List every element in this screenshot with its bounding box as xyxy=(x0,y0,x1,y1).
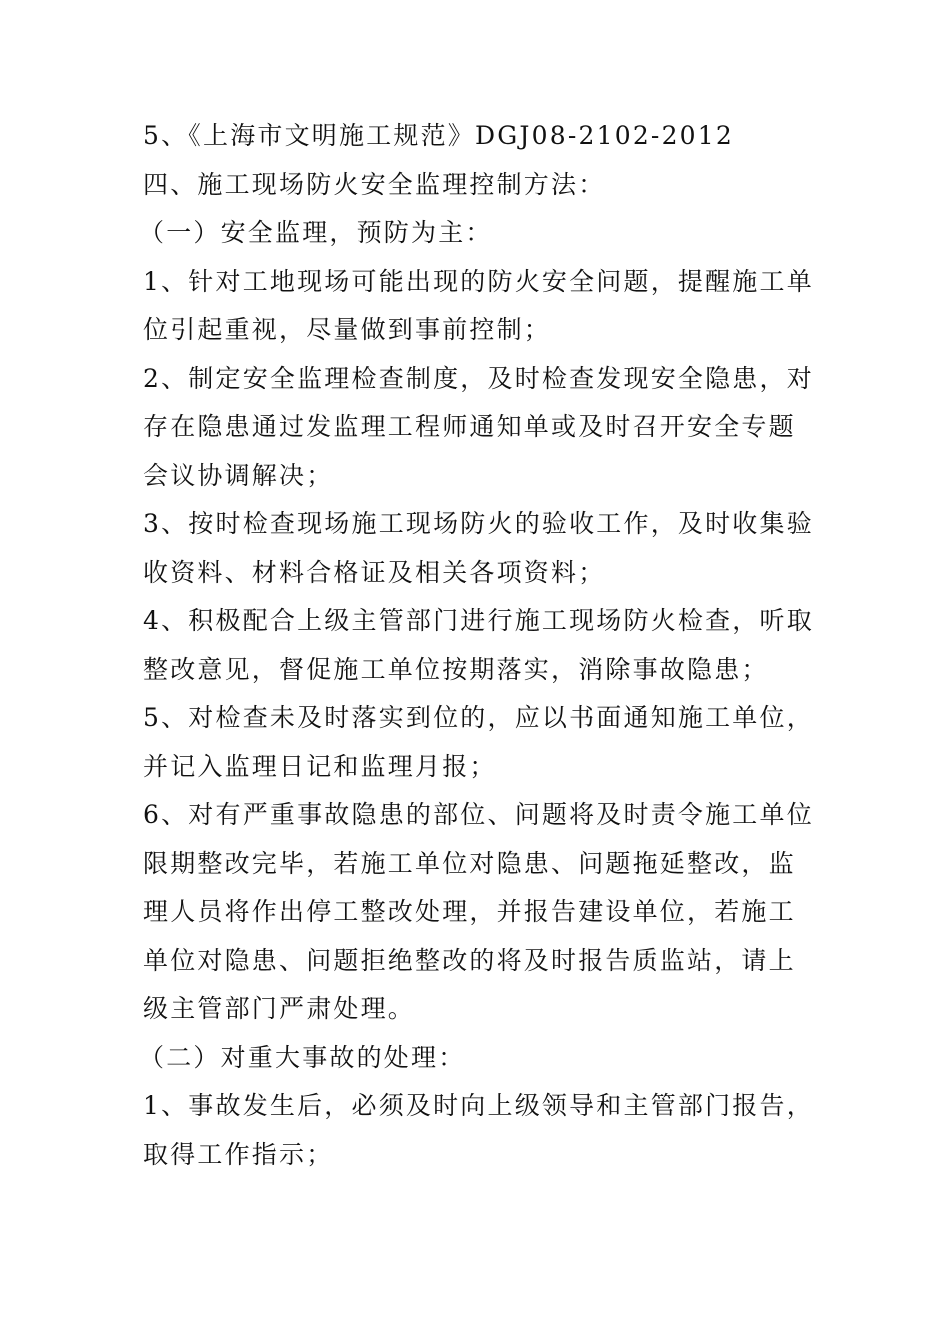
text-line: 单位对隐患、问题拒绝整改的将及时报告质监站，请上 xyxy=(143,945,796,975)
text-line: 6、对有严重事故隐患的部位、问题将及时责令施工单位 xyxy=(143,800,814,829)
text-line: 5、《上海市文明施工规范》DGJ08-2102-2012 xyxy=(143,121,734,150)
text-line: 1、事故发生后，必须及时向上级领导和主管部门报告， xyxy=(143,1091,814,1120)
text-line: 收资料、材料合格证及相关各项资料； xyxy=(143,557,606,587)
text-line: 会议协调解决； xyxy=(143,460,334,490)
paragraph-reference-5 xyxy=(143,112,813,161)
text-line: 整改意见，督促施工单位按期落实，消除事故隐患； xyxy=(143,654,769,684)
text-line: 1、针对工地现场可能出现的防火安全问题，提醒施工单 xyxy=(143,266,814,296)
text-line: 级主管部门严肃处理。 xyxy=(143,994,416,1023)
list-item-3 xyxy=(143,500,813,597)
text-line: 4、积极配合上级主管部门进行施工现场防火检查，听取 xyxy=(143,606,814,635)
subsection-heading-2 xyxy=(139,1034,813,1083)
text-line: 四、施工现场防火安全监理控制方法： xyxy=(143,169,606,199)
text-line: 2、制定安全监理检查制度，及时检查发现安全隐患，对 xyxy=(143,363,814,393)
text-line: 5、对检查未及时落实到位的，应以书面通知施工单位， xyxy=(143,703,814,732)
text-line: 存在隐患通过发监理工程师通知单或及时召开安全专题 xyxy=(143,412,796,441)
section-heading-4 xyxy=(143,161,813,210)
list-item-5 xyxy=(143,694,813,791)
document-body xyxy=(139,112,814,1179)
list-item-6 xyxy=(143,791,813,1034)
text-line: 3、按时检查现场施工现场防火的验收工作，及时收集验 xyxy=(143,509,814,538)
list-item-1 xyxy=(143,258,813,355)
list-item-2 xyxy=(143,355,813,501)
subsection-heading-1 xyxy=(139,209,813,258)
text-line: 并记入监理日记和监理月报； xyxy=(143,751,497,781)
text-line: 限期整改完毕，若施工单位对隐患、问题拖延整改，监 xyxy=(143,848,796,878)
text-line: 理人员将作出停工整改处理，并报告建设单位，若施工 xyxy=(143,897,796,926)
text-line: （一）安全监理，预防为主： xyxy=(139,218,493,247)
text-line: 取得工作指示； xyxy=(143,1139,334,1169)
list-item-accident-1 xyxy=(143,1082,813,1179)
list-item-4 xyxy=(143,597,813,694)
text-line: 位引起重视，尽量做到事前控制； xyxy=(143,315,552,344)
text-line: （二）对重大事故的处理： xyxy=(139,1042,466,1072)
